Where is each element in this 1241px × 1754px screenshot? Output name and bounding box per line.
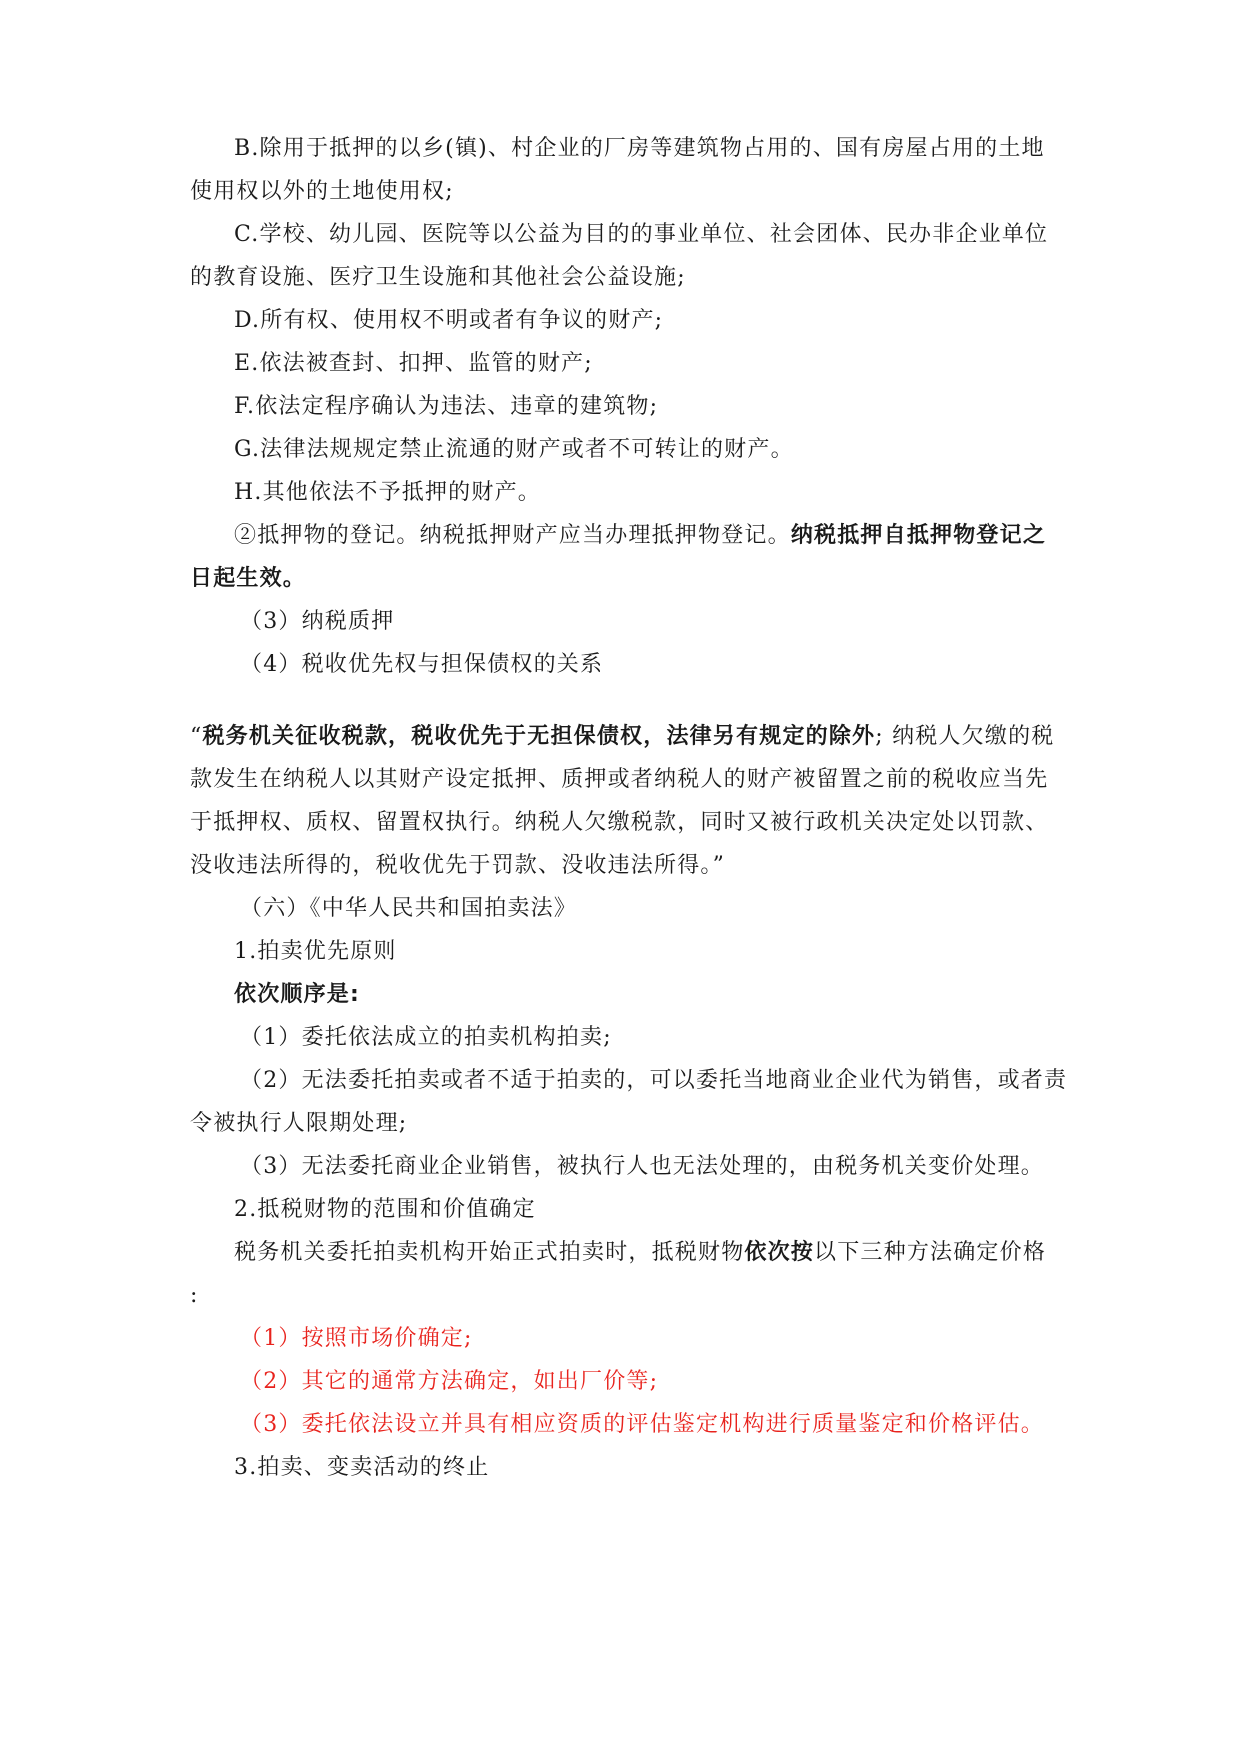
paragraph-line: 没收违法所得的，税收优先于罚款、没收违法所得。” [190, 853, 726, 878]
text-run: 以下三种方法确定价格 [814, 1240, 1047, 1265]
paragraph-line: 1.拍卖优先原则 [234, 939, 397, 964]
paragraph-line [190, 715, 1060, 759]
paragraph-line: （4）税收优先权与担保债权的关系 [240, 652, 604, 677]
highlighted-line: （3）委托依法设立并具有相应资质的评估鉴定机构进行质量鉴定和价格评估。 [240, 1412, 1044, 1437]
paragraph-line: （1）委托依法成立的拍卖机构拍卖; [240, 1025, 612, 1050]
highlighted-line: （1）按照市场价确定; [240, 1326, 473, 1351]
paragraph-line: G.法律法规规定禁止流通的财产或者不可转让的财产。 [234, 437, 794, 462]
text-run: “ [190, 724, 203, 749]
text-run: ②抵押物的登记。纳税抵押财产应当办理抵押物登记。 [234, 523, 791, 548]
bold-text-run: 税务机关征收税款，税收优先于无担保债权，法律另有规定的除外 [202, 724, 876, 749]
text-run: ; 纳税人欠缴的税 [875, 724, 1055, 749]
paragraph-line: B.除用于抵押的以乡(镇)、村企业的厂房等建筑物占用的、国有房屋占用的土地 [234, 136, 1045, 161]
paragraph-line: : [190, 1283, 199, 1308]
paragraph-line [234, 514, 1060, 558]
paragraph-line: 2.抵税财物的范围和价值确定 [234, 1197, 536, 1222]
paragraph-line: 日起生效。 [190, 566, 307, 591]
paragraph-line: （3）无法委托商业企业销售，被执行人也无法处理的，由税务机关变价处理。 [240, 1154, 1044, 1179]
paragraph-line: C.学校、幼儿园、医院等以公益为目的的事业单位、社会团体、民办非企业单位 [234, 222, 1049, 247]
bold-text-run: 纳税抵押自抵押物登记之 [790, 523, 1047, 548]
paragraph-line: 的教育设施、医疗卫生设施和其他社会公益设施; [190, 265, 686, 290]
text-run: 税务机关委托拍卖机构开始正式拍卖时，抵税财物 [234, 1240, 745, 1265]
paragraph-line: H.其他依法不予抵押的财产。 [234, 480, 541, 505]
paragraph-line: 于抵押权、质权、留置权执行。纳税人欠缴税款，同时又被行政机关决定处以罚款、 [190, 810, 1049, 835]
paragraph-line [234, 1231, 1060, 1275]
highlighted-line: （2）其它的通常方法确定，如出厂价等; [240, 1369, 659, 1394]
paragraph-line: 3.拍卖、变卖活动的终止 [234, 1455, 490, 1480]
paragraph-line: 依次顺序是: [234, 982, 360, 1007]
paragraph-line: 令被执行人限期处理; [190, 1111, 408, 1136]
section-heading: （六）《中华人民共和国拍卖法》 [240, 896, 578, 921]
paragraph-line: F.依法定程序确认为违法、违章的建筑物; [234, 394, 659, 419]
paragraph-line: （2）无法委托拍卖或者不适于拍卖的，可以委托当地商业企业代为销售，或者责 [240, 1068, 1068, 1093]
paragraph-line: E.依法被查封、扣押、监管的财产; [234, 351, 593, 376]
bold-text-run: 依次按 [744, 1240, 815, 1265]
paragraph-line: D.所有权、使用权不明或者有争议的财产; [234, 308, 664, 333]
paragraph-line: 使用权以外的土地使用权; [190, 179, 454, 204]
paragraph-line: 款发生在纳税人以其财产设定抵押、质押或者纳税人的财产被留置之前的税收应当先 [190, 767, 1049, 792]
paragraph-line: （3）纳税质押 [240, 609, 395, 634]
